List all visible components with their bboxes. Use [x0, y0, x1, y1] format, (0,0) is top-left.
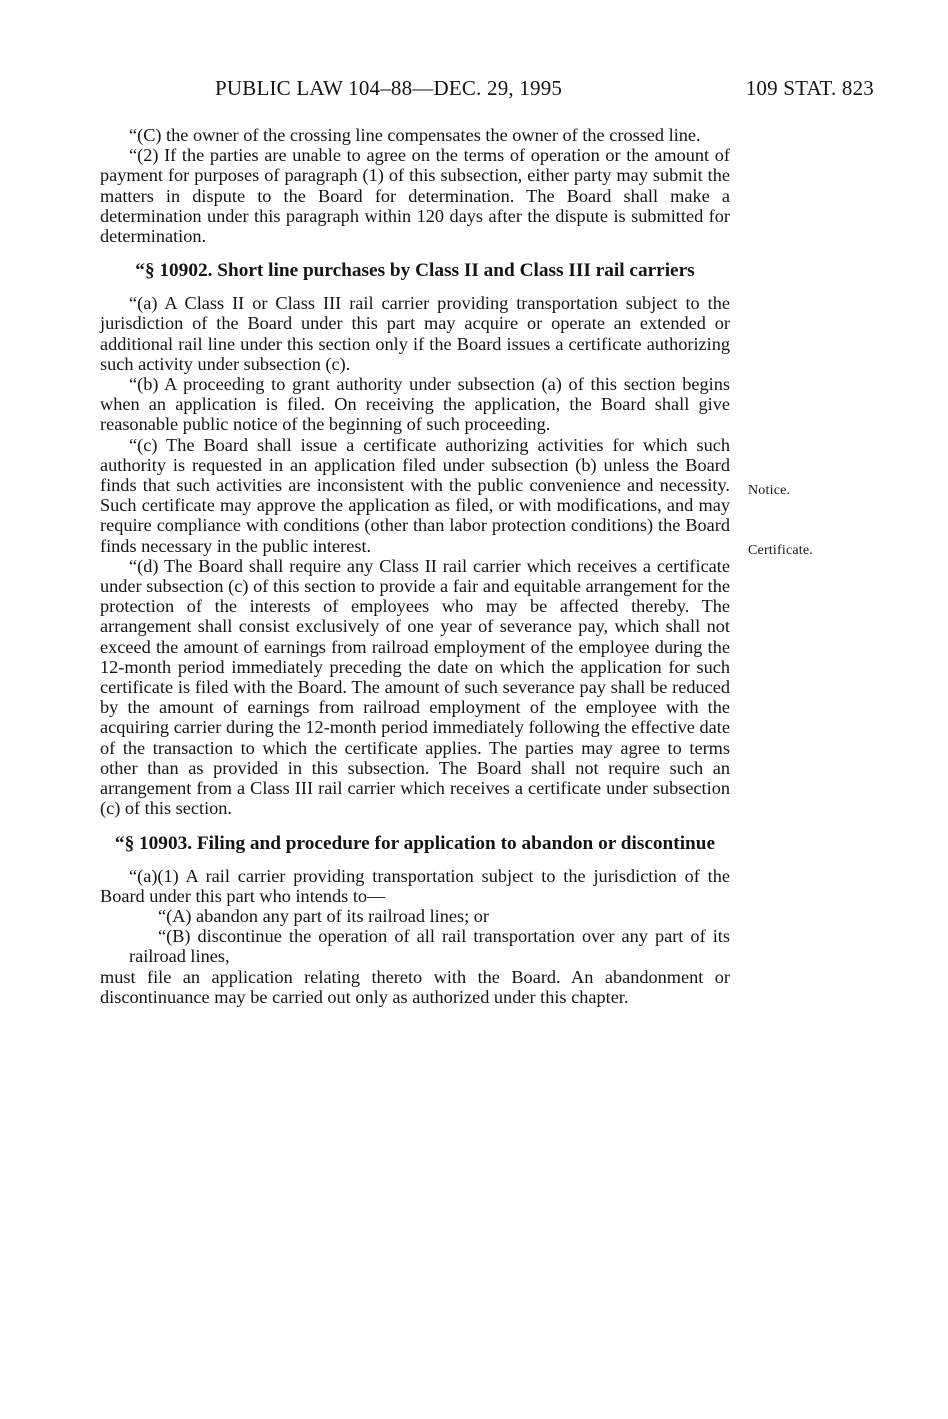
paragraph-2-dispute: “(2) If the parties are unable to agree on the terms of operation or the amount of payment for purposes of paragraph (1) of this subsection, either party may submit the matters in dispute to the Board for determination. The Board shall make a determination under this paragraph within 120 days after the dispute is submitted for determination. — [100, 145, 730, 247]
paragraph-c-owner: “(C) the owner of the crossing line compensates the owner of the crossed line. — [129, 125, 701, 145]
section-10903-closing: must file an application relating thereto with the Board. An abandonment or discontinuance may be carried out only as authorized under this chapter. — [100, 966, 730, 1007]
section-10902-subsection-a: “(a) A Class II or Class III rail carrier providing transportation subject to the jurisdiction of the Board under this part may acquire or operate an extended or additional rail line under this section only if the Board issues a certificate authorizing such activity under subsection (c). — [100, 293, 730, 374]
section-10903-heading: “§ 10903. Filing and procedure for application to abandon or discontinue — [114, 832, 716, 854]
running-header — [100, 76, 874, 106]
section-10902-subsection-d: “(d) The Board shall require any Class II rail carrier which receives a certificate under subsection (c) of this section to provide a fair and equitable arrangement for the protection of the interests of employees who may be affected thereby. The arrangement shall consist exclusively of one year of severance pay, which shall not exceed the amount of earnings from railroad employment of the employee during the 12-month period immediately preceding the date on which the application for such certificate is filed with the Board. The amount of such severance pay shall be reduced by the amount of earnings from railroad employment of the employee with the acquiring carrier during the 12-month period immediately following the effective date of the transaction to which the certificate applies. The parties may agree to terms other than as provided in this subsection. The Board shall not require such an arrangement from a Class III rail carrier which receives a certificate under subsection (c) of this section. — [100, 555, 730, 819]
section-10903-subsection-a1: “(a)(1) A rail carrier providing transportation subject to the jurisdiction of the Board under this part who intends to— — [100, 865, 730, 906]
header-title: PUBLIC LAW 104–88—DEC. 29, 1995 — [215, 76, 563, 100]
section-10903-clause-A: “(A) abandon any part of its railroad lines; or — [158, 905, 489, 926]
section-10902-subsection-c: “(c) The Board shall issue a certificate authorizing activities for which such authority is requested in an application filed under subsection (b) unless the Board finds that such activities are inconsistent with the public convenience and necessity. Such certificate may approve the application as filed, or with modifications, and may require compliance with conditions (other than labor protection conditions) the Board finds necessary in the public interest. — [100, 434, 730, 556]
header-stat-page: 109 STAT. 823 — [745, 76, 874, 100]
margin-note-notice: Notice. — [748, 483, 791, 498]
section-10902-subsection-b: “(b) A proceeding to grant authority under subsection (a) of this section begins when an application is filed. On receiving the application, the Board shall give reasonable public notice of the beginning of such proceeding. — [100, 374, 730, 435]
margin-note-certificate: Certificate. — [748, 543, 813, 558]
section-10902-heading: “§ 10902. Short line purchases by Class II and Class III rail carriers — [135, 260, 695, 282]
body-text — [100, 125, 730, 1007]
section-10903-clause-B: “(B) discontinue the operation of all rail transportation over any part of its railroad lines, — [129, 926, 730, 967]
